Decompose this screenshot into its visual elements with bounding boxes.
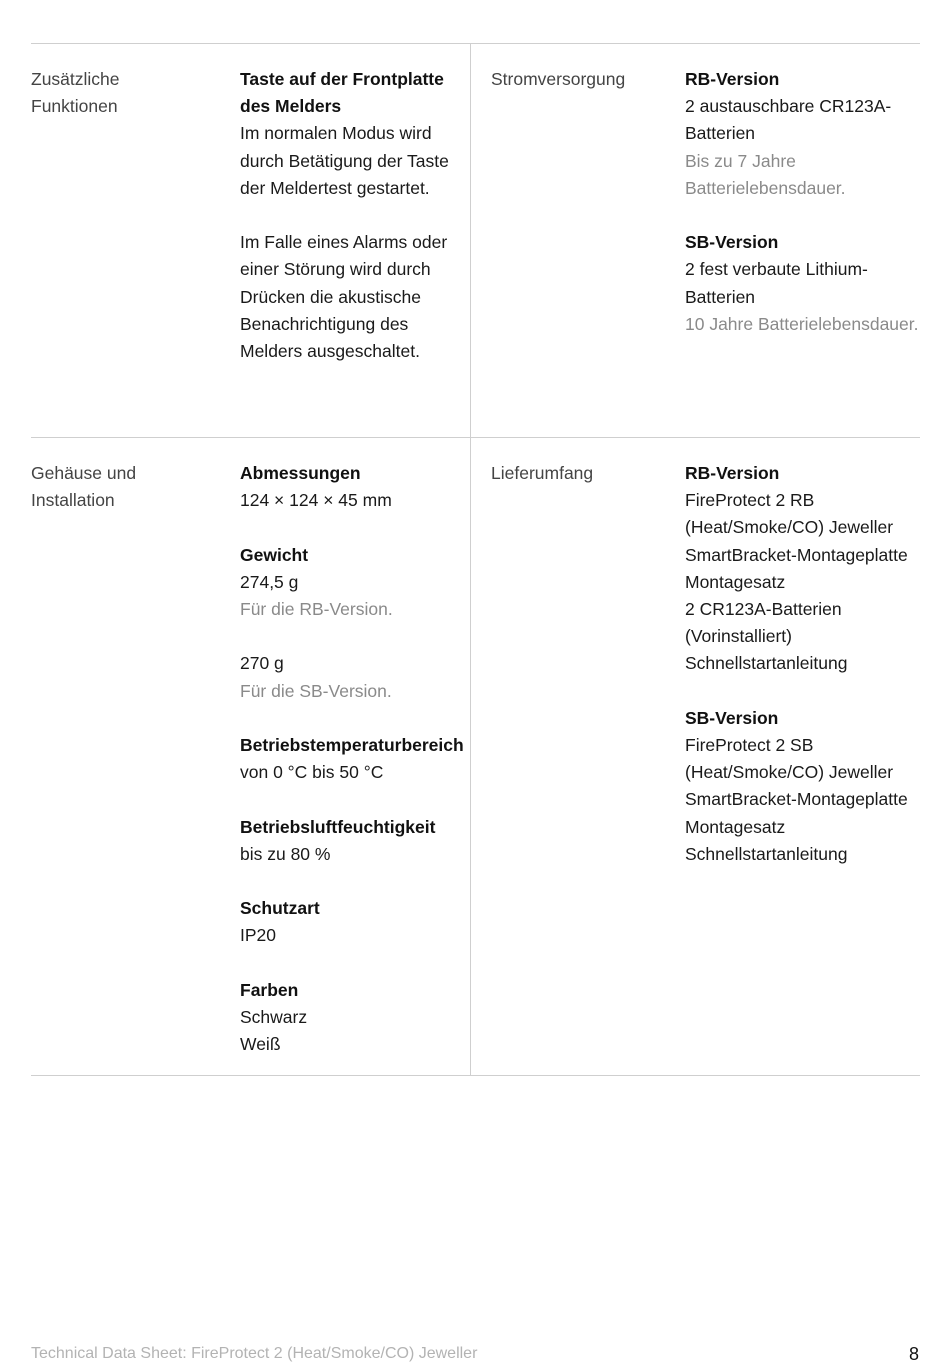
spec-note: 10 Jahre Batterielebensdauer. xyxy=(685,313,919,334)
spec-value: 124 × 124 × 45 mm xyxy=(240,490,392,511)
section-label xyxy=(31,66,240,410)
spec-cell-power-supply xyxy=(471,44,920,437)
spec-value: Im Falle eines Alarms oder einer Störung wird durch Drücken die akustische Benachrichtigung des Melders ausgeschaltet. xyxy=(240,232,448,362)
spec-heading: Schutzart xyxy=(240,898,320,919)
spec-table xyxy=(31,43,920,1076)
section-label-text: Lieferumfang xyxy=(491,463,594,483)
spec-value: FireProtect 2 SB (Heat/Smoke/CO) Jeweller xyxy=(685,735,894,783)
spec-heading: SB-Version xyxy=(685,232,779,253)
spec-heading: SB-Version xyxy=(685,707,779,728)
spec-group xyxy=(685,705,920,868)
spec-heading: Betriebsluftfeuchtigkeit xyxy=(240,816,436,837)
spec-heading: RB-Version xyxy=(685,69,780,89)
section-label xyxy=(491,66,685,410)
section-content xyxy=(240,66,465,410)
section-content xyxy=(240,460,465,1055)
spec-group xyxy=(685,66,920,202)
spec-value: Schnellstartanleitung xyxy=(685,653,848,674)
spec-cell-housing-installation xyxy=(31,438,471,1075)
spec-row-housing-delivery xyxy=(31,437,920,1076)
spec-value: Schnellstartanleitung xyxy=(685,843,848,864)
spec-note: Für die RB-Version. xyxy=(240,599,393,619)
spec-value: 2 CR123A-Batterien (Vorinstalliert) xyxy=(685,599,842,647)
section-label-text: Zusätzliche Funktionen xyxy=(31,69,120,117)
spec-group xyxy=(240,895,465,949)
spec-value: von 0 °C bis 50 °C xyxy=(240,762,384,783)
spec-value: 270 g xyxy=(240,653,284,674)
footer-document-title: Technical Data Sheet: FireProtect 2 (Heat/Smoke/CO) Jeweller xyxy=(31,1345,478,1362)
spec-value: Im normalen Modus wird durch Betätigung der Taste der Meldertest gestartet. xyxy=(240,123,449,198)
spec-group xyxy=(685,229,920,338)
section-label-text: Stromversorgung xyxy=(491,69,626,89)
spec-note: Für die SB-Version. xyxy=(240,680,392,701)
spec-group xyxy=(240,66,465,202)
spec-heading: Gewicht xyxy=(240,544,309,565)
spec-group xyxy=(240,542,465,624)
spec-group xyxy=(240,814,465,868)
spec-value: SmartBracket-Montageplatte xyxy=(685,789,908,810)
spec-value: Montagesatz xyxy=(685,571,786,592)
spec-group xyxy=(240,732,465,786)
spec-value: FireProtect 2 RB (Heat/Smoke/CO) Jeweller xyxy=(685,490,894,538)
spec-value: SmartBracket-Montageplatte xyxy=(685,544,908,565)
spec-heading: RB-Version xyxy=(685,463,780,483)
spec-group xyxy=(240,977,465,1059)
section-label xyxy=(491,460,685,1048)
spec-heading: Farben xyxy=(240,979,299,1000)
spec-value: IP20 xyxy=(240,925,276,946)
spec-value: Montagesatz xyxy=(685,816,786,837)
spec-group xyxy=(240,650,465,704)
section-label-text: Gehäuse und Installation xyxy=(31,463,137,511)
spec-value: Schwarz xyxy=(240,1006,308,1027)
page-number: 8 xyxy=(908,1344,919,1364)
section-content xyxy=(685,460,920,1048)
spec-value: 274,5 g xyxy=(240,571,299,592)
spec-row-features-power xyxy=(31,43,920,437)
spec-group xyxy=(685,460,920,678)
spec-note: Bis zu 7 Jahre Batterielebensdauer. xyxy=(685,150,846,198)
spec-group xyxy=(240,460,465,514)
spec-value: 2 austauschbare CR123A-Batterien xyxy=(685,96,892,144)
spec-value: Weiß xyxy=(240,1034,281,1055)
spec-value: bis zu 80 % xyxy=(240,843,331,864)
section-label xyxy=(31,460,240,1048)
spec-cell-package-contents xyxy=(471,438,920,1075)
spec-group xyxy=(240,229,465,365)
spec-cell-additional-functions xyxy=(31,44,471,437)
spec-heading: Abmessungen xyxy=(240,463,361,483)
spec-heading: Taste auf der Frontplatte des Melders xyxy=(240,69,444,117)
spec-heading: Betriebstemperaturbereich xyxy=(240,734,464,755)
spec-value: 2 fest verbaute Lithium-Batterien xyxy=(685,259,868,307)
section-content xyxy=(685,66,920,410)
